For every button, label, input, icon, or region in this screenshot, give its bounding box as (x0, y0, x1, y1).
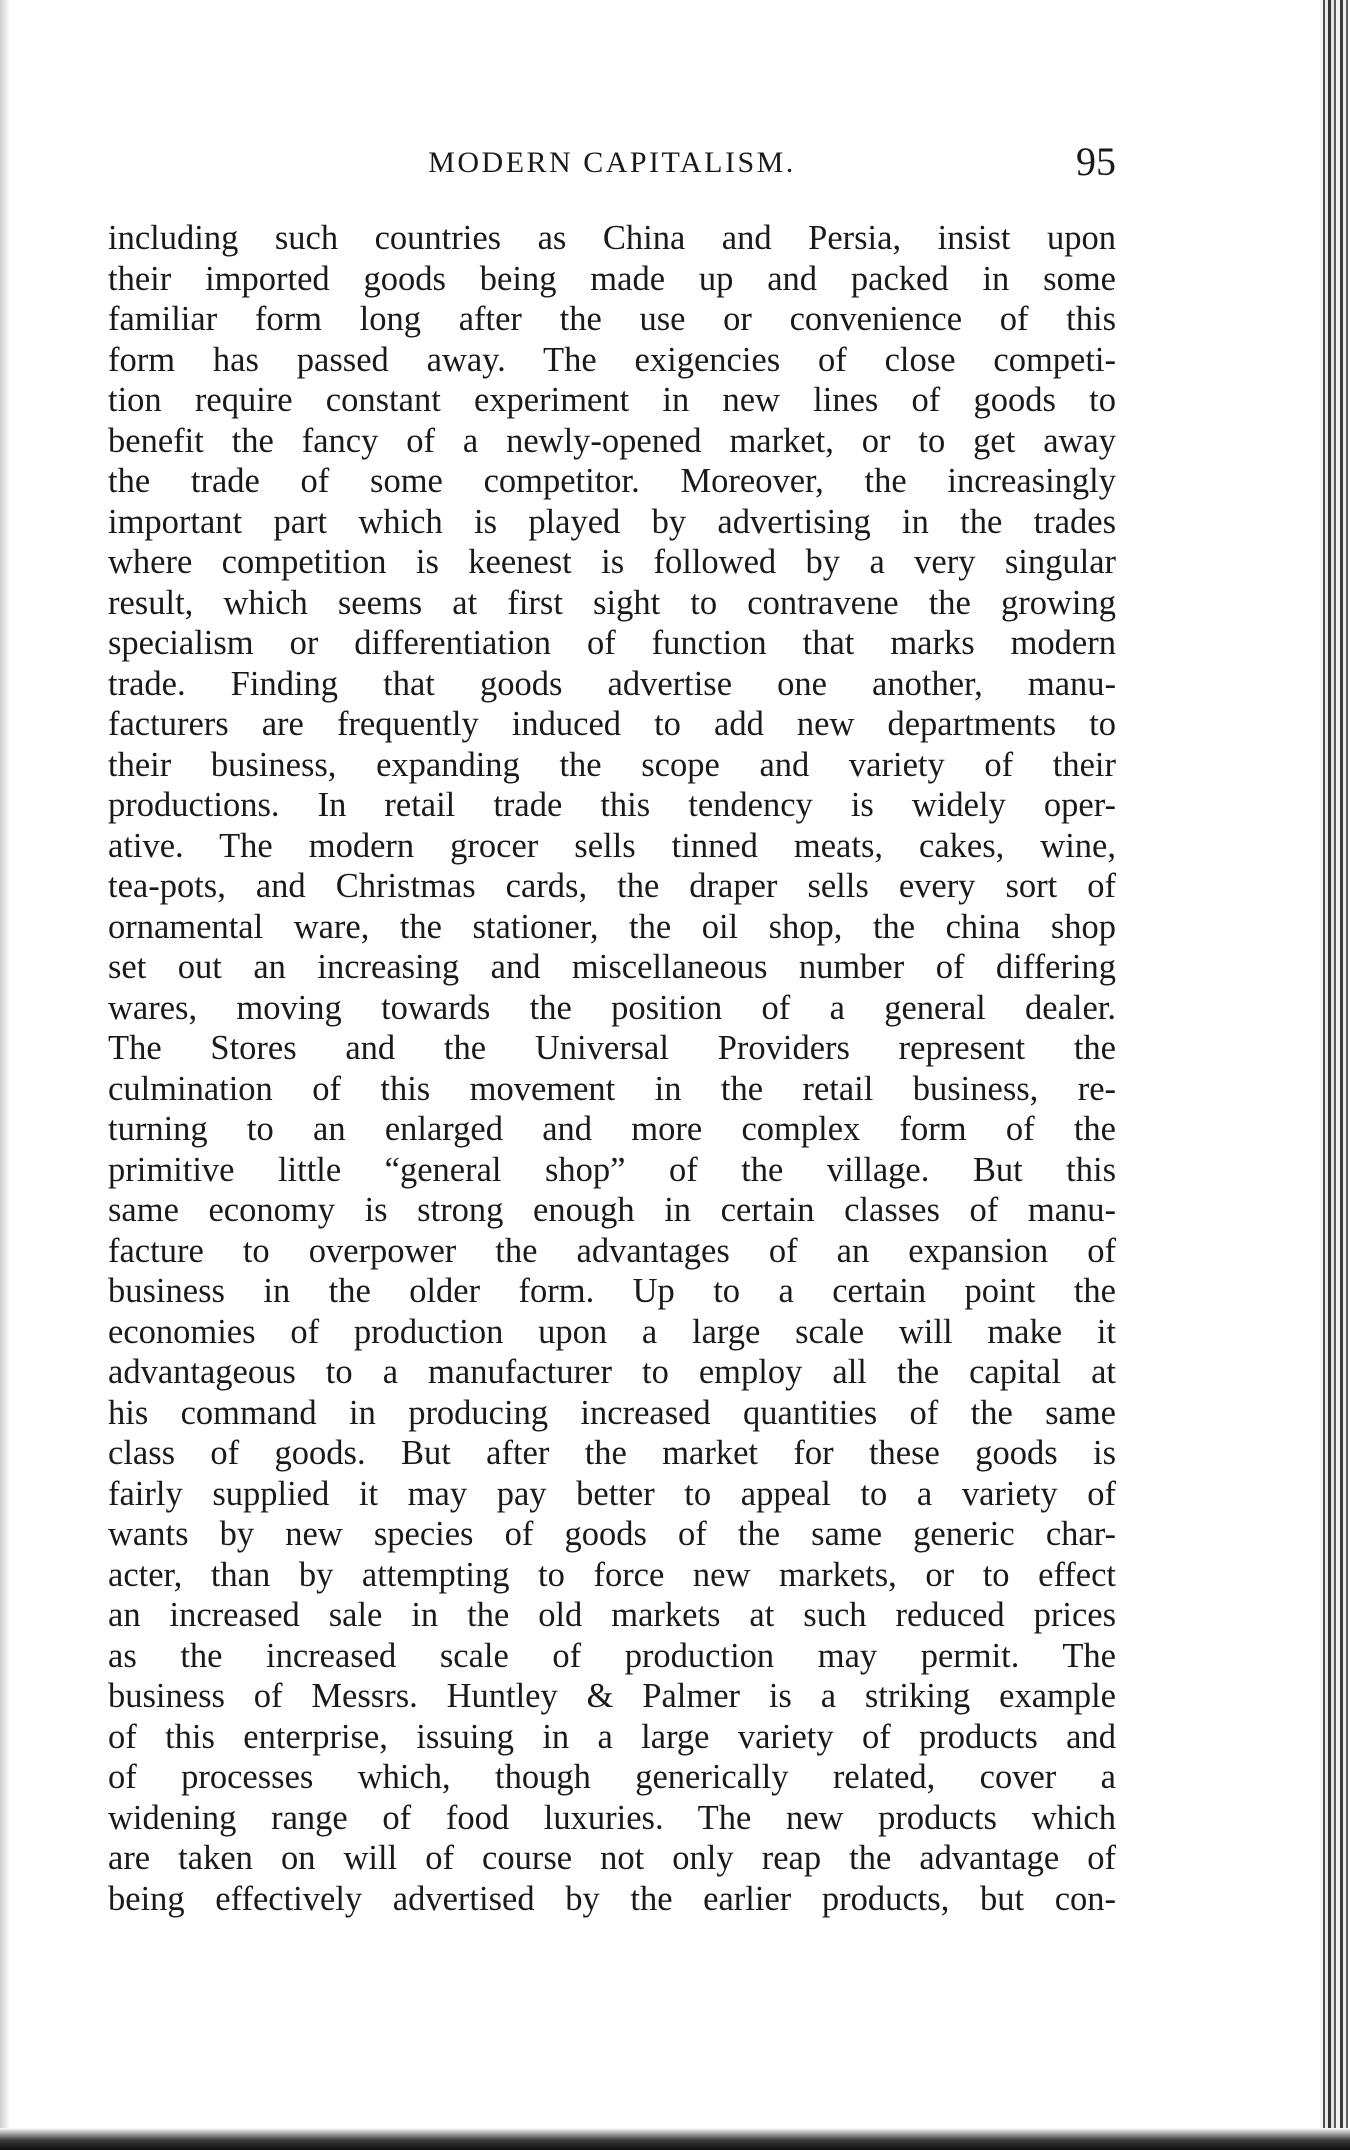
text-line: result, which seems at first sight to contravene the growing (108, 583, 1116, 622)
scan-gutter-shadow (1320, 0, 1350, 2150)
text-line: form has passed away. The exigencies of close competi- (108, 340, 1116, 379)
scan-bottom-edge (0, 2128, 1350, 2150)
text-line: advantageous to a manufacturer to employ all the capital at (108, 1353, 1116, 1391)
page-number: 95 (1076, 139, 1116, 184)
text-line: the trade of some competitor. Moreover, the increasingly (108, 462, 1116, 500)
text-line: tea-pots, and Christmas cards, the draper sells every sort of (108, 867, 1116, 905)
text-line: primitive little “general shop” of the village. But this (108, 1150, 1116, 1189)
text-line: ornamental ware, the stationer, the oil shop, the china shop (108, 907, 1116, 946)
text-line: important part which is played by advertising in the trades (108, 502, 1116, 541)
text-line: an increased sale in the old markets at such reduced prices (108, 1596, 1116, 1634)
text-line: same economy is strong enough in certain classes of manu- (108, 1191, 1116, 1229)
text-line: specialism or differentiation of function that marks modern (108, 624, 1116, 662)
text-line: are taken on will of course not only reap the advantage of (108, 1839, 1116, 1877)
text-line: trade. Finding that goods advertise one another, manu- (108, 664, 1116, 703)
text-line: of this enterprise, issuing in a large variety of products and (108, 1717, 1116, 1756)
text-line: their imported goods being made up and packed in some (108, 259, 1116, 298)
text-line: of processes which, though generically related, cover a (108, 1758, 1116, 1796)
text-line: including such countries as China and Persia, insist upon (108, 219, 1116, 257)
running-title: MODERN CAPITALISM. (428, 146, 796, 179)
text-line: their business, expanding the scope and variety of their (108, 745, 1116, 784)
text-line: economies of production upon a large scale will make it (108, 1312, 1116, 1351)
text-line: set out an increasing and miscellaneous number of differing (108, 948, 1116, 986)
text-line: widening range of food luxuries. The new products which (108, 1798, 1116, 1837)
text-line: tion require constant experiment in new lines of goods to (108, 381, 1116, 419)
text-line: The Stores and the Universal Providers represent the (108, 1029, 1116, 1067)
text-line: culmination of this movement in the retail business, re- (108, 1069, 1116, 1108)
text-line: as the increased scale of production may permit. The (108, 1636, 1116, 1675)
text-line: facture to overpower the advantages of an expansion of (108, 1231, 1116, 1270)
text-line: fairly supplied it may pay better to appeal to a variety of (108, 1474, 1116, 1513)
text-line: where competition is keenest is followed by a very singular (108, 543, 1116, 581)
text-line: turning to an enlarged and more complex form of the (108, 1110, 1116, 1148)
text-line: wants by new species of goods of the same generic char- (108, 1515, 1116, 1553)
body-text (108, 218, 1116, 1919)
text-line: ative. The modern grocer sells tinned meats, cakes, wine, (108, 826, 1116, 865)
text-line: business of Messrs. Huntley & Palmer is a striking example (108, 1677, 1116, 1715)
running-head (108, 138, 1116, 198)
text-line: productions. In retail trade this tendency is widely oper- (108, 786, 1116, 824)
text-line: class of goods. But after the market for these goods is (108, 1434, 1116, 1472)
text-line: wares, moving towards the position of a general dealer. (108, 988, 1116, 1027)
text-line: acter, than by attempting to force new markets, or to effect (108, 1555, 1116, 1594)
text-line: his command in producing increased quantities of the same (108, 1393, 1116, 1432)
text-line: facturers are frequently induced to add new departments to (108, 705, 1116, 743)
text-line: benefit the fancy of a newly-opened market, or to get away (108, 421, 1116, 460)
scan-left-edge (0, 0, 10, 2150)
text-line: being effectively advertised by the earlier products, but con- (108, 1879, 1116, 1918)
text-line: familiar form long after the use or convenience of this (108, 300, 1116, 338)
text-line: business in the older form. Up to a certain point the (108, 1272, 1116, 1310)
